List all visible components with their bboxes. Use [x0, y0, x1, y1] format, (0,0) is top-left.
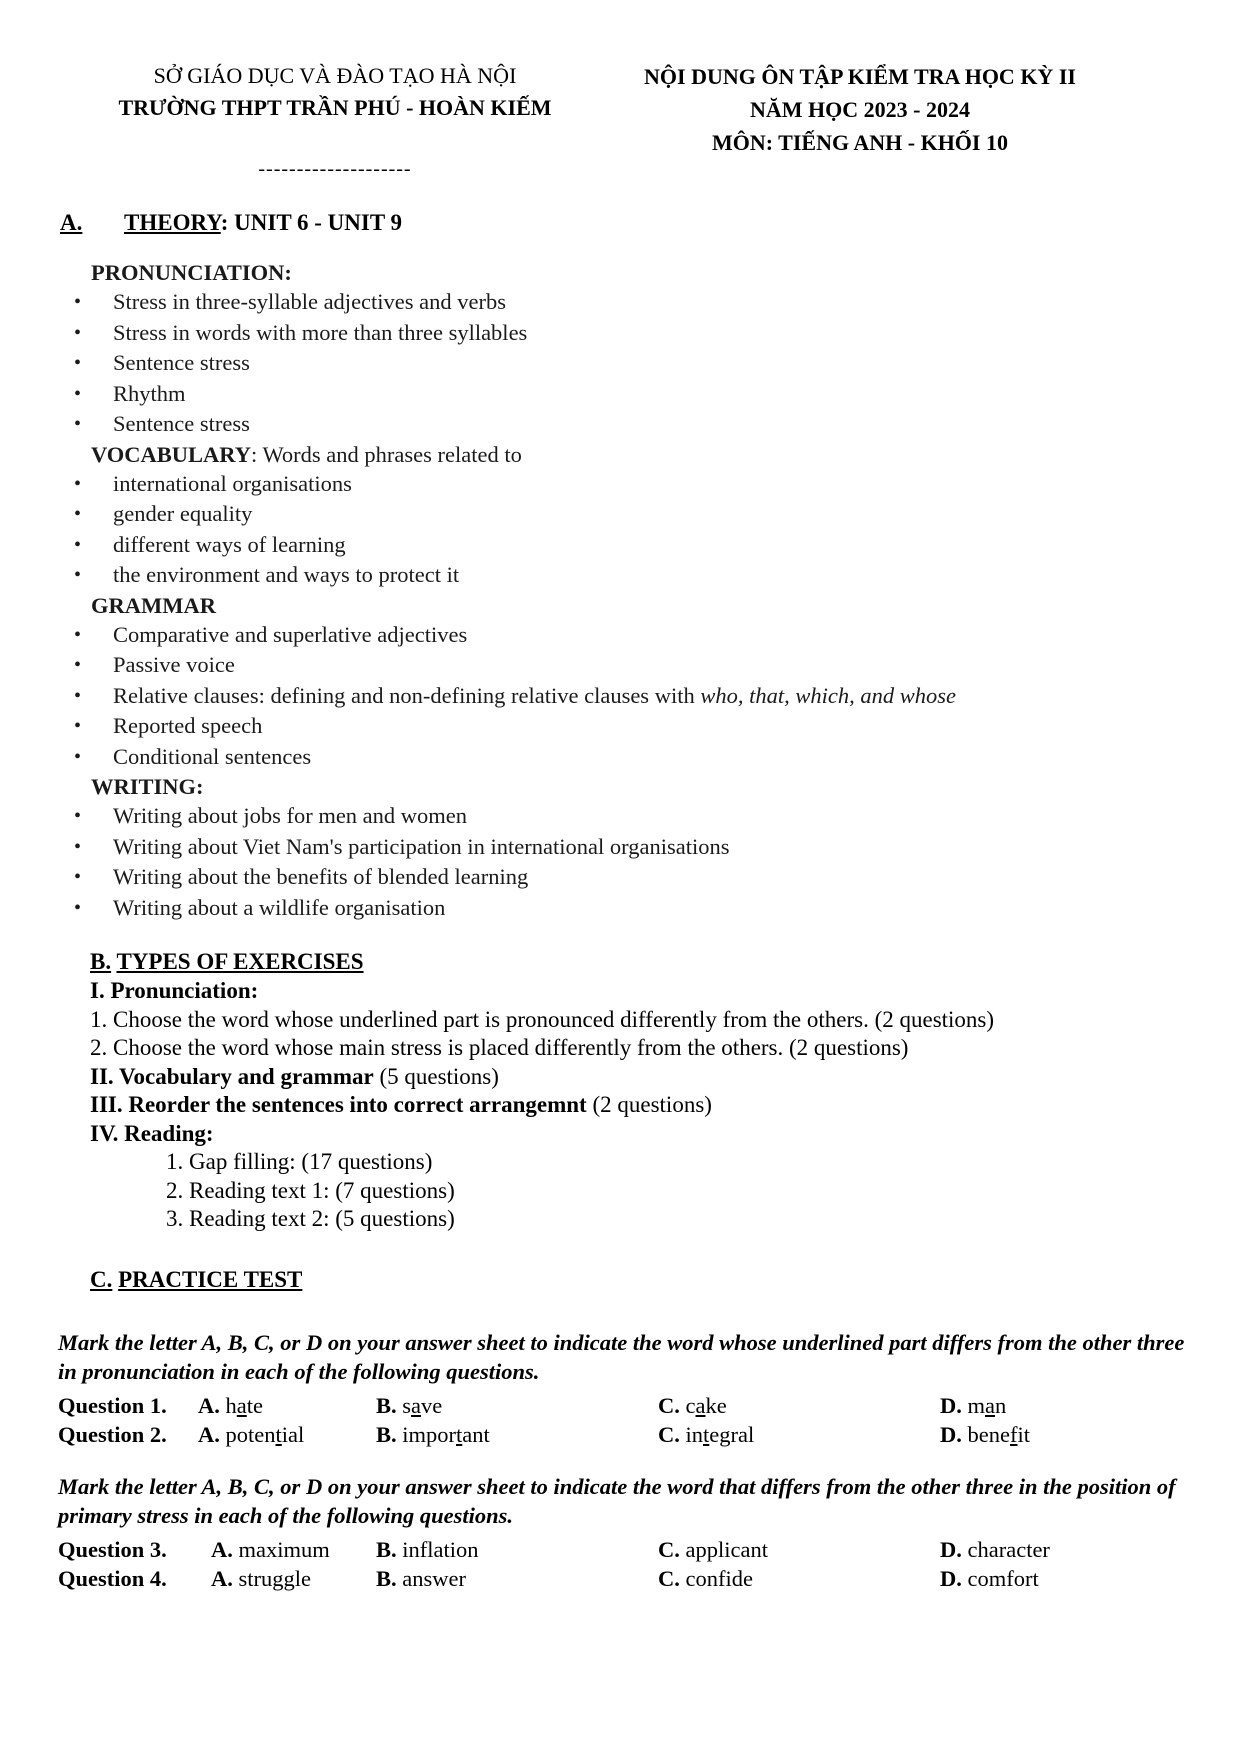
- instruction-stress: Mark the letter A, B, C, or D on your answer sheet to indicate the word that differs from the other three in the position of primary stress in each of the following questions.: [58, 1474, 1176, 1528]
- list-item: • different ways of learning: [60, 530, 1180, 561]
- option-text: applicant: [685, 1537, 768, 1562]
- reading-type-1: 1. Gap filling: (17 questions): [166, 1149, 433, 1174]
- option-letter: B.: [376, 1393, 397, 1418]
- option-text: in: [685, 1422, 704, 1447]
- underlined-part: t: [456, 1422, 463, 1447]
- department-name: SỞ GIÁO DỤC VÀ ĐÀO TẠO HÀ NỘI: [153, 63, 517, 88]
- option-text: ve: [421, 1393, 443, 1418]
- underlined-part: a: [236, 1393, 247, 1418]
- pronunciation-type-1: 1. Choose the word whose underlined part is pronounced differently from the others. (2 questions): [90, 1006, 995, 1032]
- option-d: [940, 1566, 1039, 1592]
- grammar-list: [60, 620, 1180, 773]
- option-text: te: [246, 1393, 263, 1418]
- document-title-block: [600, 60, 1120, 159]
- option-text: egral: [709, 1422, 755, 1447]
- vocabulary-label: VOCABULARY: [91, 441, 252, 467]
- section-a-theory: THEORY: [124, 210, 221, 235]
- section-a-letter: A.: [60, 210, 83, 235]
- list-item: • international organisations: [60, 469, 1180, 500]
- section-b-letter: B.: [90, 949, 112, 974]
- underlined-part: t: [703, 1422, 710, 1447]
- grammar-heading: GRAMMAR: [91, 592, 216, 618]
- underlined-part: a: [985, 1393, 996, 1418]
- vocabulary-desc: : Words and phrases related to: [251, 441, 522, 467]
- list-item: • Sentence stress: [60, 409, 1180, 440]
- question-row: [58, 1537, 1188, 1567]
- pronunciation-type-heading: I. Pronunciation:: [90, 978, 259, 1003]
- underlined-part: f: [1009, 1422, 1018, 1447]
- option-text: character: [967, 1537, 1050, 1562]
- question-row: [58, 1422, 1188, 1452]
- option-letter: A.: [198, 1422, 220, 1447]
- option-letter: B.: [376, 1566, 397, 1591]
- list-item: • Stress in three-syllable adjectives and verbs: [60, 287, 1180, 318]
- option-text: struggle: [238, 1566, 311, 1591]
- list-item: • Sentence stress: [60, 348, 1180, 379]
- option-letter: A.: [198, 1393, 220, 1418]
- underlined-part: a: [695, 1393, 706, 1418]
- option-text: n: [995, 1393, 1007, 1418]
- option-d: [940, 1393, 1006, 1419]
- reading-type-3: 3. Reading text 2: (5 questions): [166, 1206, 455, 1231]
- reading-type-2: 2. Reading text 1: (7 questions): [166, 1177, 455, 1203]
- option-text: h: [225, 1393, 237, 1418]
- option-text: answer: [402, 1566, 466, 1591]
- section-b: [90, 948, 1190, 1234]
- relative-clauses-text: Relative clauses: defining and non-defining relative clauses with: [113, 682, 701, 708]
- list-item: • Conditional sentences: [60, 742, 1180, 773]
- subject-grade: MÔN: TIẾNG ANH - KHỐI 10: [711, 130, 1008, 155]
- option-c: [658, 1422, 754, 1448]
- option-d: [940, 1422, 1030, 1448]
- option-text: maximum: [238, 1537, 330, 1562]
- option-a: [211, 1566, 311, 1592]
- reorder-type-count: (2 questions): [586, 1092, 712, 1117]
- option-text: comfort: [967, 1566, 1039, 1591]
- option-text: poten: [225, 1422, 276, 1447]
- school-header: [60, 60, 610, 124]
- pronunciation-list: [60, 287, 1180, 440]
- option-text: confide: [685, 1566, 753, 1591]
- option-b: [376, 1422, 490, 1448]
- question-row: [58, 1393, 1188, 1423]
- writing-heading: WRITING:: [91, 774, 204, 799]
- section-a-title: [60, 210, 402, 236]
- document-title: NỘI DUNG ÔN TẬP KIỂM TRA HỌC KỲ II: [644, 64, 1076, 89]
- list-item: [60, 681, 1180, 712]
- question-label: Question 4.: [58, 1566, 167, 1591]
- option-letter: D.: [940, 1393, 962, 1418]
- list-item: • the environment and ways to protect it: [60, 560, 1180, 591]
- reading-type-heading: IV. Reading:: [90, 1120, 214, 1146]
- question-label: Question 3.: [58, 1537, 167, 1562]
- list-item: • Writing about jobs for men and women: [60, 801, 1180, 832]
- list-item: • Stress in words with more than three syllables: [60, 318, 1180, 349]
- option-c: [658, 1393, 727, 1419]
- option-a: [198, 1393, 263, 1419]
- option-c: [658, 1537, 768, 1563]
- option-letter: C.: [658, 1422, 680, 1447]
- vocabulary-heading: [60, 440, 1180, 469]
- section-b-heading: TYPES OF EXERCISES: [116, 949, 364, 974]
- reorder-type: [90, 1091, 1190, 1120]
- section-a-units: : UNIT 6 - UNIT 9: [220, 210, 403, 235]
- list-item: • Writing about a wildlife organisation: [60, 893, 1180, 924]
- pronunciation-type-2: 2. Choose the word whose main stress is placed differently from the others. (2 questions): [90, 1035, 909, 1060]
- reorder-type-label: III. Reorder the sentences into correct arrangemnt: [90, 1092, 587, 1117]
- option-text: s: [402, 1393, 412, 1418]
- option-text: ial: [281, 1422, 305, 1447]
- option-letter: C.: [658, 1537, 680, 1562]
- option-d: [940, 1537, 1050, 1563]
- list-item: • Writing about Viet Nam's participation in international organisations: [60, 832, 1180, 863]
- vocabulary-type-count: (5 questions): [373, 1063, 499, 1089]
- instruction-pronunciation: Mark the letter A, B, C, or D on your answer sheet to indicate the word whose underlined part differs from the other three in pronunciation in each of the following questions.: [58, 1330, 1185, 1384]
- option-letter: D.: [940, 1422, 962, 1447]
- vocabulary-type-label: II. Vocabulary and grammar: [90, 1063, 374, 1089]
- option-letter: A.: [211, 1537, 233, 1562]
- theory-content: [60, 258, 1180, 923]
- option-text: impor: [402, 1422, 457, 1447]
- section-c-letter: C.: [90, 1267, 113, 1292]
- option-letter: A.: [211, 1566, 233, 1591]
- section-c-heading: PRACTICE TEST: [118, 1267, 303, 1292]
- option-text: bene: [967, 1422, 1010, 1447]
- underlined-part: t: [275, 1422, 282, 1447]
- option-b: [376, 1566, 466, 1592]
- option-text: it: [1017, 1422, 1030, 1447]
- underlined-part: a: [411, 1393, 422, 1418]
- option-letter: D.: [940, 1537, 962, 1562]
- option-text: c: [685, 1393, 696, 1418]
- option-letter: D.: [940, 1566, 962, 1591]
- vocabulary-list: [60, 469, 1180, 591]
- header-separator: --------------------: [258, 158, 412, 180]
- relative-pronouns: who, that, which, and whose: [700, 682, 956, 708]
- option-a: [198, 1422, 304, 1448]
- option-letter: C.: [658, 1393, 680, 1418]
- list-item: • Passive voice: [60, 650, 1180, 681]
- list-item: • Comparative and superlative adjectives: [60, 620, 1180, 651]
- list-item: • Rhythm: [60, 379, 1180, 410]
- option-text: ke: [705, 1393, 727, 1418]
- option-b: [376, 1393, 442, 1419]
- school-year: NĂM HỌC 2023 - 2024: [750, 97, 970, 122]
- writing-list: [60, 801, 1180, 923]
- option-letter: C.: [658, 1566, 680, 1591]
- option-text: m: [967, 1393, 986, 1418]
- option-text: inflation: [402, 1537, 479, 1562]
- question-label: Question 2.: [58, 1422, 167, 1447]
- pronunciation-heading: PRONUNCIATION:: [91, 260, 292, 285]
- option-a: [211, 1537, 330, 1563]
- section-b-title: [90, 948, 1190, 977]
- list-item: • gender equality: [60, 499, 1180, 530]
- school-name: TRƯỜNG THPT TRẦN PHÚ - HOÀN KIẾM: [118, 95, 552, 120]
- question-label: Question 1.: [58, 1393, 167, 1418]
- section-c-title: [90, 1267, 302, 1293]
- list-item: • Reported speech: [60, 711, 1180, 742]
- vocabulary-type: [90, 1063, 1190, 1092]
- option-c: [658, 1566, 753, 1592]
- option-b: [376, 1537, 479, 1563]
- option-letter: B.: [376, 1422, 397, 1447]
- list-item: • Writing about the benefits of blended learning: [60, 862, 1180, 893]
- option-text: ant: [462, 1422, 490, 1447]
- question-row: [58, 1566, 1188, 1596]
- option-letter: B.: [376, 1537, 397, 1562]
